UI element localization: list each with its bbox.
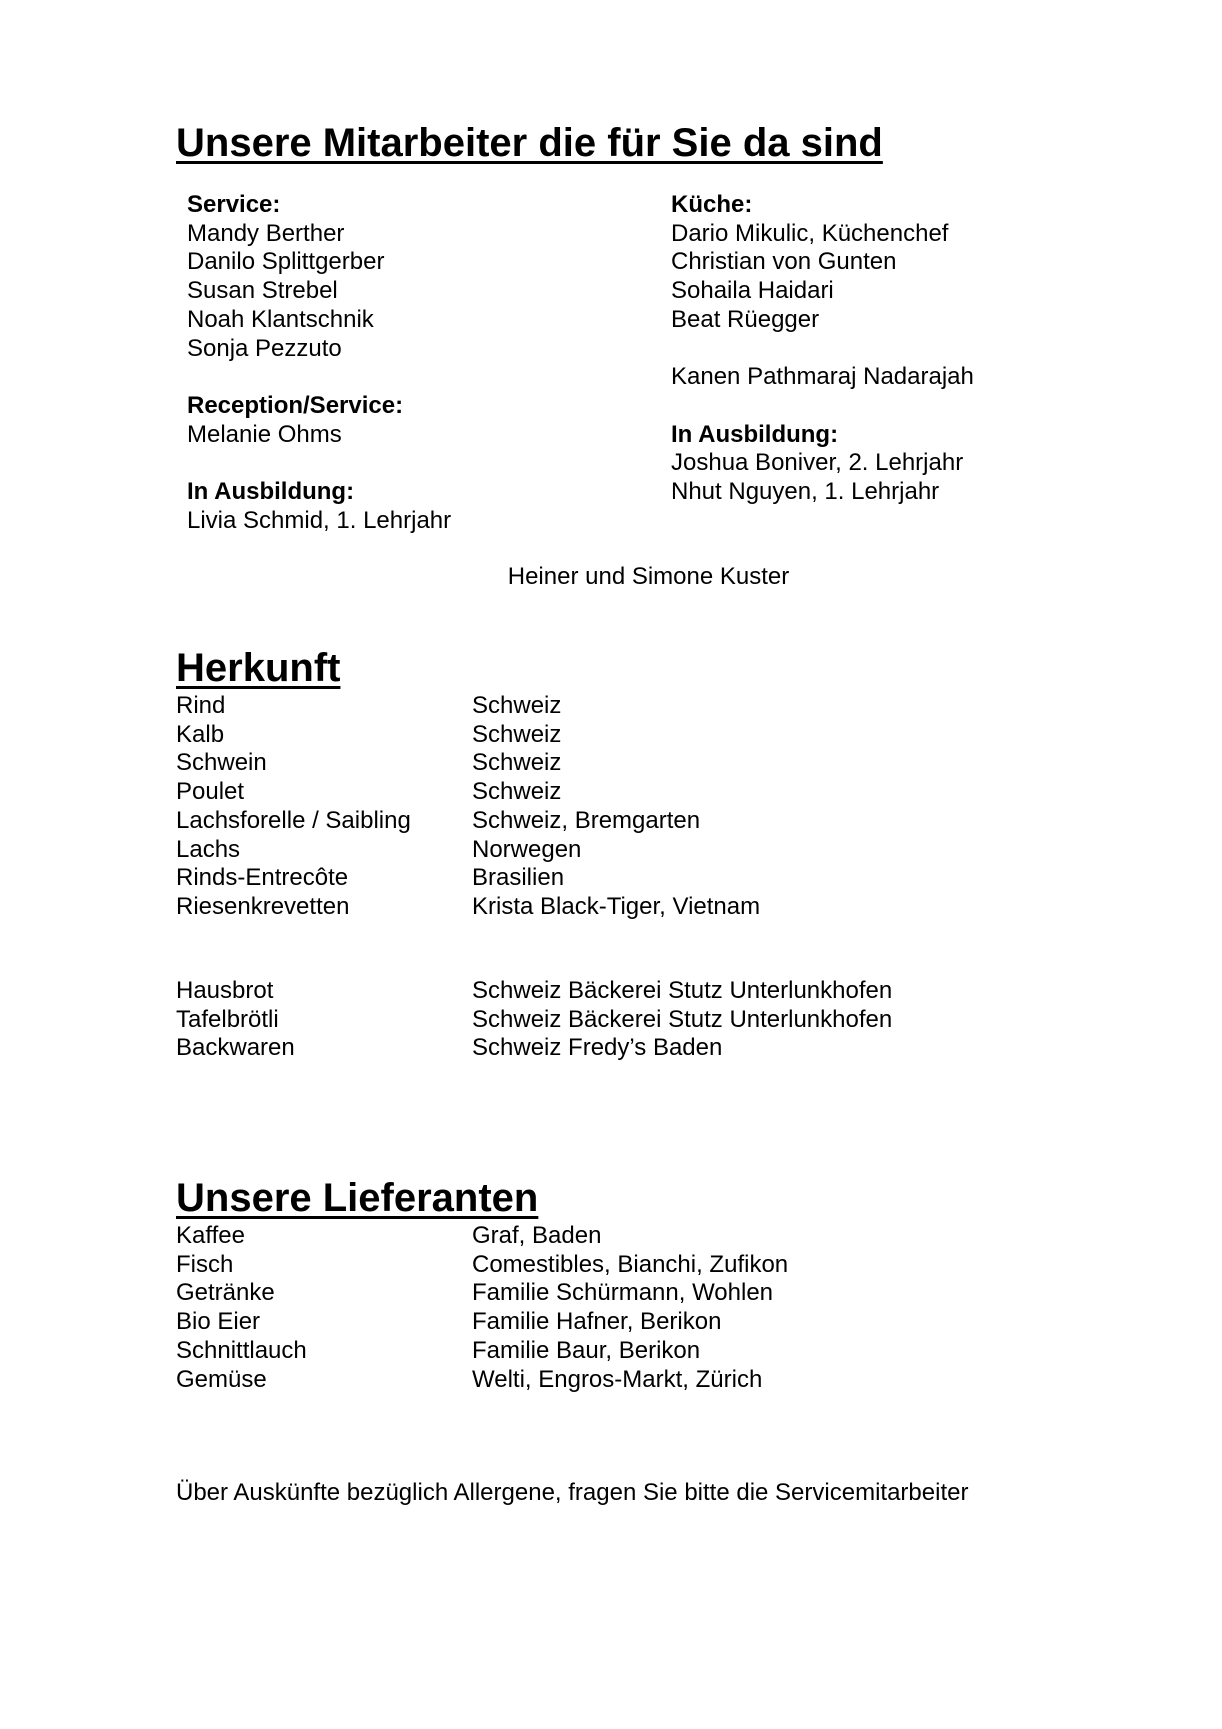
allergen-note: Über Auskünfte bezüglich Allergene, fragen Sie bitte die Servicemitarbeiter	[176, 1479, 969, 1506]
origin-meat-table	[176, 692, 760, 922]
origin-row	[176, 778, 760, 807]
origin-source: Brasilien	[472, 864, 565, 892]
reception-name: Melanie Ohms	[187, 420, 342, 448]
origin-title: Herkunft	[176, 646, 341, 690]
origin-source: Schweiz	[472, 778, 562, 806]
origin-item: Lachsforelle / Saibling	[176, 806, 411, 834]
kitchen-extra-name: Kanen Pathmaraj Nadarajah	[671, 363, 974, 391]
bakery-item: Tafelbrötli	[176, 1005, 279, 1033]
service-name: Sonja Pezzuto	[187, 334, 342, 362]
supplier-source: Comestibles, Bianchi, Zufikon	[472, 1250, 789, 1278]
kitchen-trainees-heading: In Ausbildung:	[671, 420, 839, 448]
origin-row	[176, 836, 760, 865]
reception-heading: Reception/Service:	[187, 391, 404, 419]
kitchen-heading: Küche:	[671, 191, 753, 218]
origin-source: Schweiz	[472, 692, 562, 719]
supplier-source: Familie Hafner, Berikon	[472, 1308, 722, 1336]
service-name: Susan Strebel	[187, 277, 338, 305]
suppliers-table	[176, 1222, 788, 1394]
service-trainees-heading: In Ausbildung:	[187, 478, 355, 505]
origin-source: Norwegen	[472, 835, 582, 863]
suppliers-title: Unsere Lieferanten	[176, 1176, 539, 1220]
origin-row	[176, 749, 760, 778]
service-heading: Service:	[187, 191, 281, 218]
bakery-source: Schweiz Bäckerei Stutz Unterlunkhofen	[472, 1005, 893, 1033]
supplier-source: Welti, Engros-Markt, Zürich	[472, 1365, 763, 1393]
supplier-row	[176, 1279, 788, 1308]
supplier-row	[176, 1337, 788, 1366]
kitchen-trainee-name: Nhut Nguyen, 1. Lehrjahr	[671, 478, 940, 505]
bakery-source: Schweiz Fredy’s Baden	[472, 1034, 723, 1062]
origin-source: Schweiz	[472, 749, 562, 777]
supplier-item: Kaffee	[176, 1222, 245, 1249]
origin-item: Rinds-Entrecôte	[176, 864, 349, 892]
bakery-item: Backwaren	[176, 1034, 295, 1062]
origin-item: Riesenkrevetten	[176, 892, 350, 920]
kitchen-name: Sohaila Haidari	[671, 277, 834, 305]
supplier-item: Gemüse	[176, 1365, 267, 1393]
bakery-item: Hausbrot	[176, 977, 274, 1004]
service-name: Noah Klantschnik	[187, 305, 374, 333]
supplier-row	[176, 1366, 788, 1395]
supplier-item: Schnittlauch	[176, 1336, 307, 1364]
staff-left-column	[187, 191, 451, 535]
origin-row	[176, 864, 760, 893]
kitchen-name: Dario Mikulic, Küchenchef	[671, 219, 949, 247]
bakery-row	[176, 977, 892, 1006]
origin-row	[176, 692, 760, 721]
supplier-source: Familie Schürmann, Wohlen	[472, 1279, 774, 1307]
supplier-source: Familie Baur, Berikon	[472, 1336, 701, 1364]
supplier-item: Fisch	[176, 1250, 234, 1278]
supplier-item: Getränke	[176, 1279, 275, 1307]
supplier-row	[176, 1222, 788, 1251]
bakery-source: Schweiz Bäckerei Stutz Unterlunkhofen	[472, 977, 893, 1004]
origin-row	[176, 807, 760, 836]
service-trainee-name: Livia Schmid, 1. Lehrjahr	[187, 506, 452, 534]
bakery-row	[176, 1006, 892, 1035]
origin-item: Kalb	[176, 720, 225, 748]
service-name: Mandy Berther	[187, 219, 345, 247]
supplier-source: Graf, Baden	[472, 1222, 602, 1249]
staff-title: Unsere Mitarbeiter die für Sie da sind	[176, 121, 883, 165]
origin-item: Lachs	[176, 835, 241, 863]
bakery-row	[176, 1034, 892, 1063]
supplier-row	[176, 1251, 788, 1280]
origin-row	[176, 893, 760, 922]
service-name: Danilo Splittgerber	[187, 248, 385, 276]
origin-source: Krista Black-Tiger, Vietnam	[472, 892, 761, 920]
supplier-row	[176, 1308, 788, 1337]
origin-source: Schweiz	[472, 720, 562, 748]
origin-source: Schweiz, Bremgarten	[472, 806, 701, 834]
kitchen-trainee-name: Joshua Boniver, 2. Lehrjahr	[671, 449, 964, 477]
origin-row	[176, 721, 760, 750]
supplier-item: Bio Eier	[176, 1308, 261, 1336]
kitchen-name: Christian von Gunten	[671, 248, 897, 276]
kitchen-name: Beat Rüegger	[671, 305, 820, 333]
origin-item: Schwein	[176, 749, 267, 777]
origin-bakery-table	[176, 977, 892, 1063]
origin-item: Poulet	[176, 778, 245, 806]
owners-line: Heiner und Simone Kuster	[507, 563, 790, 590]
origin-item: Rind	[176, 692, 226, 719]
staff-right-column	[671, 191, 974, 507]
